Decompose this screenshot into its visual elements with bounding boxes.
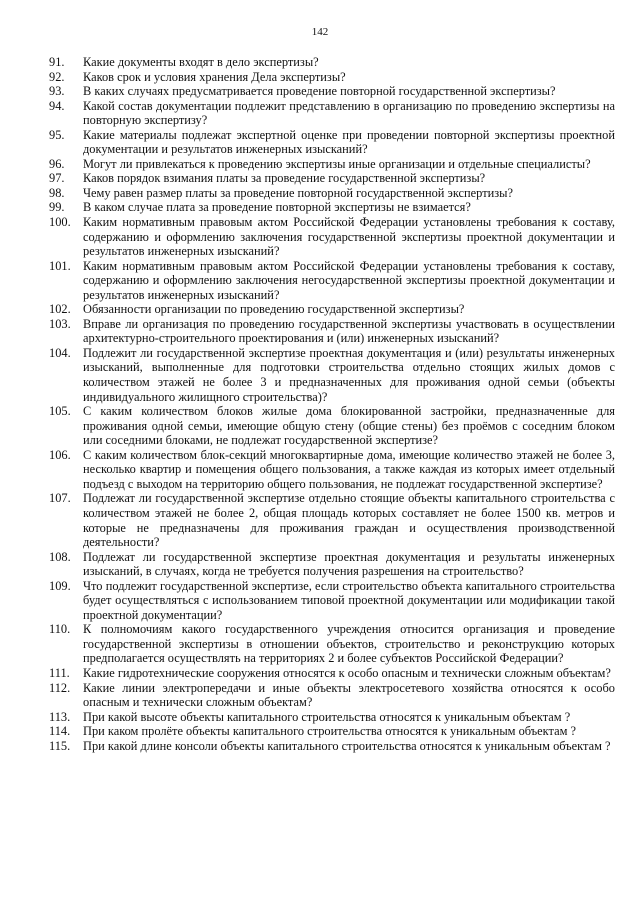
- question-text: Подлежат ли государственной экспертизе проектная документация и результаты инженерных изысканий, в случаях, когда не требуется получения разрешения на строительство?: [83, 549, 615, 579]
- question-number: 105.: [49, 404, 71, 419]
- question-text: При каком пролёте объекты капитального строительства относятся к уникальным объектам ?: [83, 724, 577, 739]
- question-number: 108.: [49, 549, 71, 564]
- page-number: 142: [311, 26, 329, 38]
- question-number: 111.: [49, 665, 70, 680]
- question-number: 99.: [49, 200, 65, 215]
- question-number: 91.: [49, 55, 65, 69]
- question-text: Каков порядок взимания платы за проведение государственной экспертизы?: [83, 171, 486, 186]
- question-item: [49, 346, 615, 404]
- question-item: [49, 128, 615, 157]
- question-item: [49, 186, 615, 201]
- question-number: 95.: [49, 127, 65, 142]
- question-number: 104.: [49, 345, 71, 360]
- question-item: [49, 99, 615, 128]
- question-text: Какие гидротехнические сооружения относятся к особо опасным и технически сложным объектам?: [83, 665, 611, 680]
- question-number: 100.: [49, 215, 71, 230]
- question-text: В каких случаях предусматривается проведение повторной государственной экспертизы?: [83, 84, 556, 99]
- question-text: В каком случае плата за проведение повторной экспертизы не взимается?: [83, 200, 471, 215]
- question-text: Чему равен размер платы за проведение повторной государственной экспертизы?: [83, 185, 513, 200]
- question-text: Какой состав документации подлежит представлению в организацию по проведению экспертизы на повторную экспертизу?: [83, 98, 615, 128]
- question-item: [49, 579, 615, 623]
- question-item: [49, 317, 615, 346]
- question-text: Какие документы входят в дело экспертизы?: [83, 55, 319, 69]
- question-item: [49, 404, 615, 448]
- question-item: [49, 70, 615, 85]
- question-item: [49, 622, 615, 666]
- question-number: 93.: [49, 84, 65, 99]
- question-text: При какой длине консоли объекты капитального строительства относятся к уникальным объектам ?: [83, 738, 611, 753]
- question-text: Вправе ли организация по проведению государственной экспертизы участвовать в осуществлении архитектурно-строительного проектирования и (или) инженерных изысканий?: [83, 316, 615, 346]
- question-number: 103.: [49, 316, 71, 331]
- question-item: [49, 491, 615, 549]
- question-item: [49, 739, 615, 754]
- question-number: 96.: [49, 156, 65, 171]
- question-text: Какие линии электропередачи и иные объекты электросетевого хозяйства относятся к особо опасным и технически сложным объектам?: [83, 680, 615, 710]
- question-item: [49, 259, 615, 303]
- question-text: Подлежат ли государственной экспертизе отдельно стоящие объекты капитального строительства с количеством этажей не более 2, общая площадь которых составляет не более 1500 кв. метров и которые не предназначены для проживания граждан и осуществления производственной деятельности?: [83, 491, 615, 550]
- question-text: С каким количеством блоков жилые дома блокированной застройки, предназначенные для проживания одной семьи, имеющие общую стену (общие стены) без проёмов с соседним блоком или соседними блоками, не подлежат государственной экспертизе?: [83, 404, 615, 448]
- question-text: Каким нормативным правовым актом Российской Федерации установлены требования к составу, содержанию и оформлению заключения негосударственной экспертизы проектной документации и результатов инженерных изысканий?: [83, 258, 615, 302]
- question-number: 110.: [49, 622, 71, 637]
- question-item: [49, 84, 615, 99]
- question-number: 101.: [49, 258, 71, 273]
- question-text: К полномочиям какого государственного учреждения относится организация и проведение государственной экспертизы в отношении объектов, строительство и реконструкцию которых предполагается осуществлять на территориях 2 и более субъектов Российской Федерации?: [83, 622, 615, 666]
- question-number: 106.: [49, 447, 71, 462]
- question-item: [49, 550, 615, 579]
- question-item: [49, 200, 615, 215]
- question-item: [49, 724, 615, 739]
- question-text: Каков срок и условия хранения Дела экспертизы?: [83, 69, 346, 84]
- question-text: С каким количеством блок-секций многоквартирные дома, имеющие количество этажей не более 3, несколько квартир и помещения общего пользования, а также каждая из которых имеет отдельный подъезд с выходом на территорию общего пользования, не подлежат государственной экспертизе?: [83, 447, 615, 491]
- question-item: [49, 666, 615, 681]
- question-text: Подлежит ли государственной экспертизе проектная документация и (или) результаты инженерных изысканий, выполненные для подготовки строительства отдельно стоящих жилых домов с количеством этажей не более 3 и предназначенных для проживания одной семьи (объекты индивидуального жилищного строительства)?: [83, 345, 615, 404]
- question-text: Что подлежит государственной экспертизе, если строительство объекта капитального строительства будет осуществляться с использованием типовой проектной документации или модификации такой проектной документации?: [83, 578, 615, 622]
- question-number: 98.: [49, 185, 65, 200]
- question-number: 115.: [49, 738, 71, 753]
- question-item: [49, 448, 615, 492]
- question-text: Обязанности организации по проведению государственной экспертизы?: [83, 302, 465, 317]
- question-number: 94.: [49, 98, 65, 113]
- question-text: Могут ли привлекаться к проведению экспертизы иные организации и отдельные специалисты?: [83, 156, 591, 171]
- question-text: Какие материалы подлежат экспертной оценке при проведении повторной экспертизы проектной документации и результатов инженерных изысканий?: [83, 127, 615, 157]
- question-number: 102.: [49, 302, 71, 317]
- question-item: [49, 681, 615, 710]
- question-item: [49, 215, 615, 259]
- question-item: [49, 710, 615, 725]
- question-text: Каким нормативным правовым актом Российской Федерации установлены требования к составу, содержанию и оформлению заключения государственной экспертизы проектной документации и результатов инженерных изысканий?: [83, 215, 615, 259]
- question-item: [49, 302, 615, 317]
- question-number: 92.: [49, 69, 65, 84]
- question-number: 113.: [49, 709, 71, 724]
- question-number: 112.: [49, 680, 71, 695]
- question-list: [49, 55, 615, 753]
- question-number: 109.: [49, 578, 71, 593]
- question-item: [49, 55, 615, 70]
- question-number: 107.: [49, 491, 71, 506]
- question-number: 114.: [49, 724, 71, 739]
- question-text: При какой высоте объекты капитального строительства относятся к уникальным объектам ?: [83, 709, 571, 724]
- question-item: [49, 171, 615, 186]
- question-item: [49, 157, 615, 172]
- question-number: 97.: [49, 171, 65, 186]
